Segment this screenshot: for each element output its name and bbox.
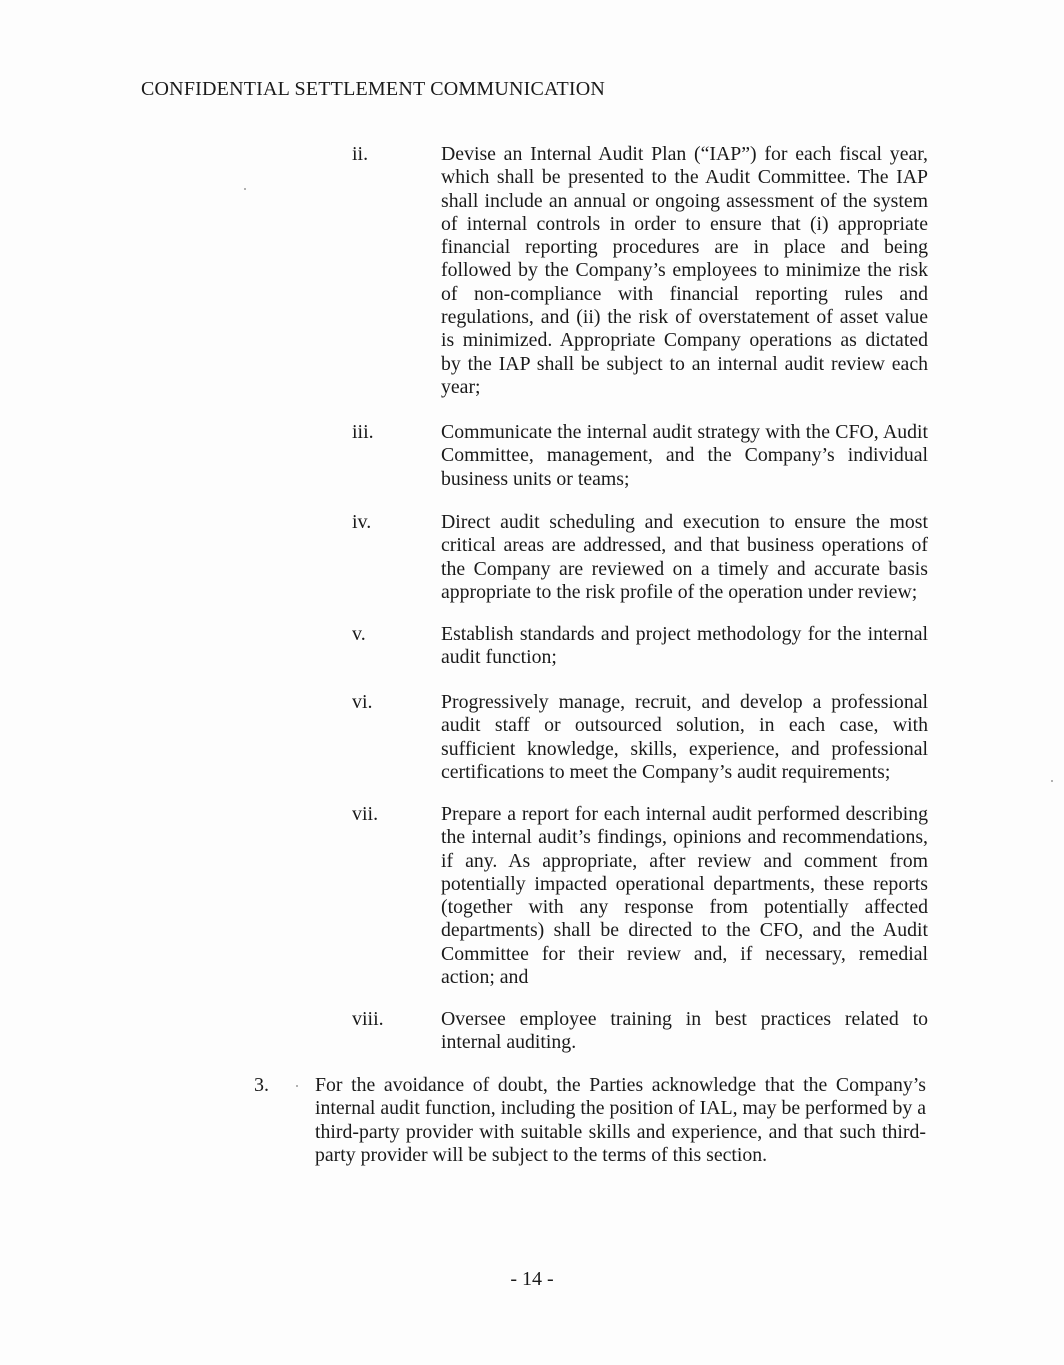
list-item-number: iv.: [352, 511, 372, 533]
scan-speck: [244, 188, 246, 190]
list-item-number: iii.: [352, 421, 374, 443]
list-item-text: Progressively manage, recruit, and develop a professional audit staff or outsourced solution, in each case, with sufficient knowledge, skills, experience, and professional certifications to meet the Company’s audit requirements;: [441, 691, 928, 783]
list-item-text: Direct audit scheduling and execution to ensure the most critical areas are addressed, and that business operations of the Company are reviewed on a timely and accurate basis appropriate to the risk profile of the operation under review;: [441, 511, 928, 603]
list-item-text: Prepare a report for each internal audit performed describing the internal audit’s findings, opinions and recommendations, if any. As appropriate, after review and comment from potentially impacted operational departments, these reports (together with any response from potentially affected departments) shall be directed to the CFO, and the Audit Committee for their review and, if necessary, remedial action; and: [441, 803, 928, 989]
list-item-text: Communicate the internal audit strategy with the CFO, Audit Committee, management, and the Company’s individual business units or teams;: [441, 421, 928, 490]
list-item-number: v.: [352, 623, 366, 645]
list-item-text: Establish standards and project methodology for the internal audit function;: [441, 623, 928, 669]
list-item-text: Oversee employee training in best practices related to internal auditing.: [441, 1008, 928, 1054]
document-header: CONFIDENTIAL SETTLEMENT COMMUNICATION: [141, 78, 606, 100]
list-item-number: ii.: [352, 143, 369, 165]
list-item-text: Devise an Internal Audit Plan (“IAP”) for each fiscal year, which shall be presented to the Audit Committee. The IAP shall include an annual or ongoing assessment of the system of internal controls in order to ensure that (i) appropriate financial reporting procedures are in place and being followed by the Company’s employees to minimize the risk of non-compliance with financial reporting rules and regulations, and (ii) the risk of overstatement of asset value is minimized. Appropriate Company operations as dictated by the IAP shall be subject to an internal audit review each year;: [441, 143, 928, 398]
list-item-number: vi.: [352, 691, 373, 713]
list-item-number: vii.: [352, 803, 379, 825]
paragraph-number: 3.: [254, 1074, 269, 1096]
scan-speck: [1051, 780, 1053, 782]
scan-speck: [296, 1085, 298, 1087]
list-item-number: viii.: [352, 1008, 384, 1030]
page-number: - 14 -: [510, 1268, 554, 1290]
paragraph-text: For the avoidance of doubt, the Parties acknowledge that the Company’s internal audit function, including the position of IAL, may be performed by a third-party provider with suitable skills and experience, and that such third-party provider will be subject to the terms of this section.: [315, 1074, 926, 1166]
